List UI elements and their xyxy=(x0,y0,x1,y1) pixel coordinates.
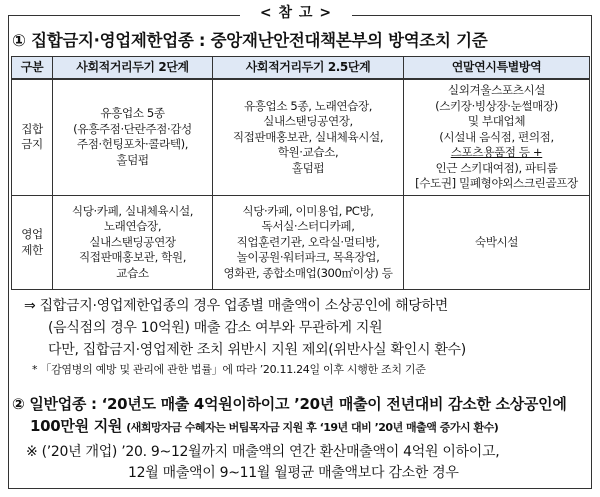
cell: 식당·카페, 실내체육시설, 노래연습장, 실내스탠딩공연장 직접판매홍보관, 학원, 교습소 xyxy=(53,196,213,290)
header-level25: 사회적거리두기 2.5단계 xyxy=(213,57,404,79)
cell: 유흥업소 5종, 노래연습장, 실내스탠딩공연장, 직접판매홍보관, 실내체육시설, 학원·교습소, 홀덤펍 xyxy=(213,79,404,196)
support-line-1: ⇒ 집합금지·영업제한업종의 경우 업종별 매출액이 소상공인에 해당하면 xyxy=(24,298,448,314)
table-row xyxy=(12,79,590,196)
section2-note1: ※ (’20년 개업) ’20. 9~12월까지 매출액의 연간 환산매출액이 4억원 이하이고, xyxy=(26,444,500,460)
section2-line2: 100만원 지원 (새희망자금 수혜자는 버팀목자금 지원 후 ‘19년 대비 ’20년 매출액 증가시 환수) xyxy=(30,417,499,435)
row-label: 집합 금지 xyxy=(12,79,53,196)
header-yearend: 연말연시특별방역 xyxy=(404,57,590,79)
cell: 숙박시설 xyxy=(404,196,590,290)
support-line-2: (음식점의 경우 10억원) 매출 감소 여부와 무관하게 지원 xyxy=(48,320,383,336)
footnote: * 「감염병의 예방 및 관리에 관한 법률」에 따라 ’20.11.24일 이후 시행한 조치 기준 xyxy=(32,363,426,376)
row-label: 영업 제한 xyxy=(12,196,53,290)
table-header-row xyxy=(12,57,590,79)
table-row xyxy=(12,196,590,290)
header-category: 구분 xyxy=(12,57,53,79)
quarantine-measures-table xyxy=(11,56,590,290)
section2-line1: ② 일반업종 : ‘20년도 매출 4억원이하이고 ’20년 매출이 전년대비 감소한 소상공인에 xyxy=(12,395,567,413)
section1-heading: ① 집합금지·영업제한업종 : 중앙재난안전대책본부의 방역조치 기준 xyxy=(12,31,488,50)
support-line-3: 다만, 집합금지·영업제한 조치 위반시 지원 제외(위반사실 확인시 환수) xyxy=(48,342,466,358)
section2-note2: 12월 매출액이 9~11월 월평균 매출액보다 감소한 경우 xyxy=(128,465,459,481)
cell: 식당·카페, 이미용업, PC방, 독서실·스터디카페, 직업훈련기관, 오락실·멀티방, 놀이공원·워터파크, 목욕장업, 영화관, 종합소매업(300㎡이상) 등 xyxy=(213,196,404,290)
reference-title: < 참 고 > xyxy=(240,2,352,22)
cell: 실외겨울스포츠시설 (스키장·빙상장·눈썰매장) 및 부대업체 (시설내 음식점, 편의점, 스포츠용품점 등 + 인근 스키대여점), 파티룸 [수도권] 밀폐형야외스크린골프장 xyxy=(404,79,590,196)
cell: 유흥업소 5종 (유흥주점·단란주점·감성 주점·헌팅포차·콜라텍), 홀덤펍 xyxy=(53,79,213,196)
header-level2: 사회적거리두기 2단계 xyxy=(53,57,213,79)
